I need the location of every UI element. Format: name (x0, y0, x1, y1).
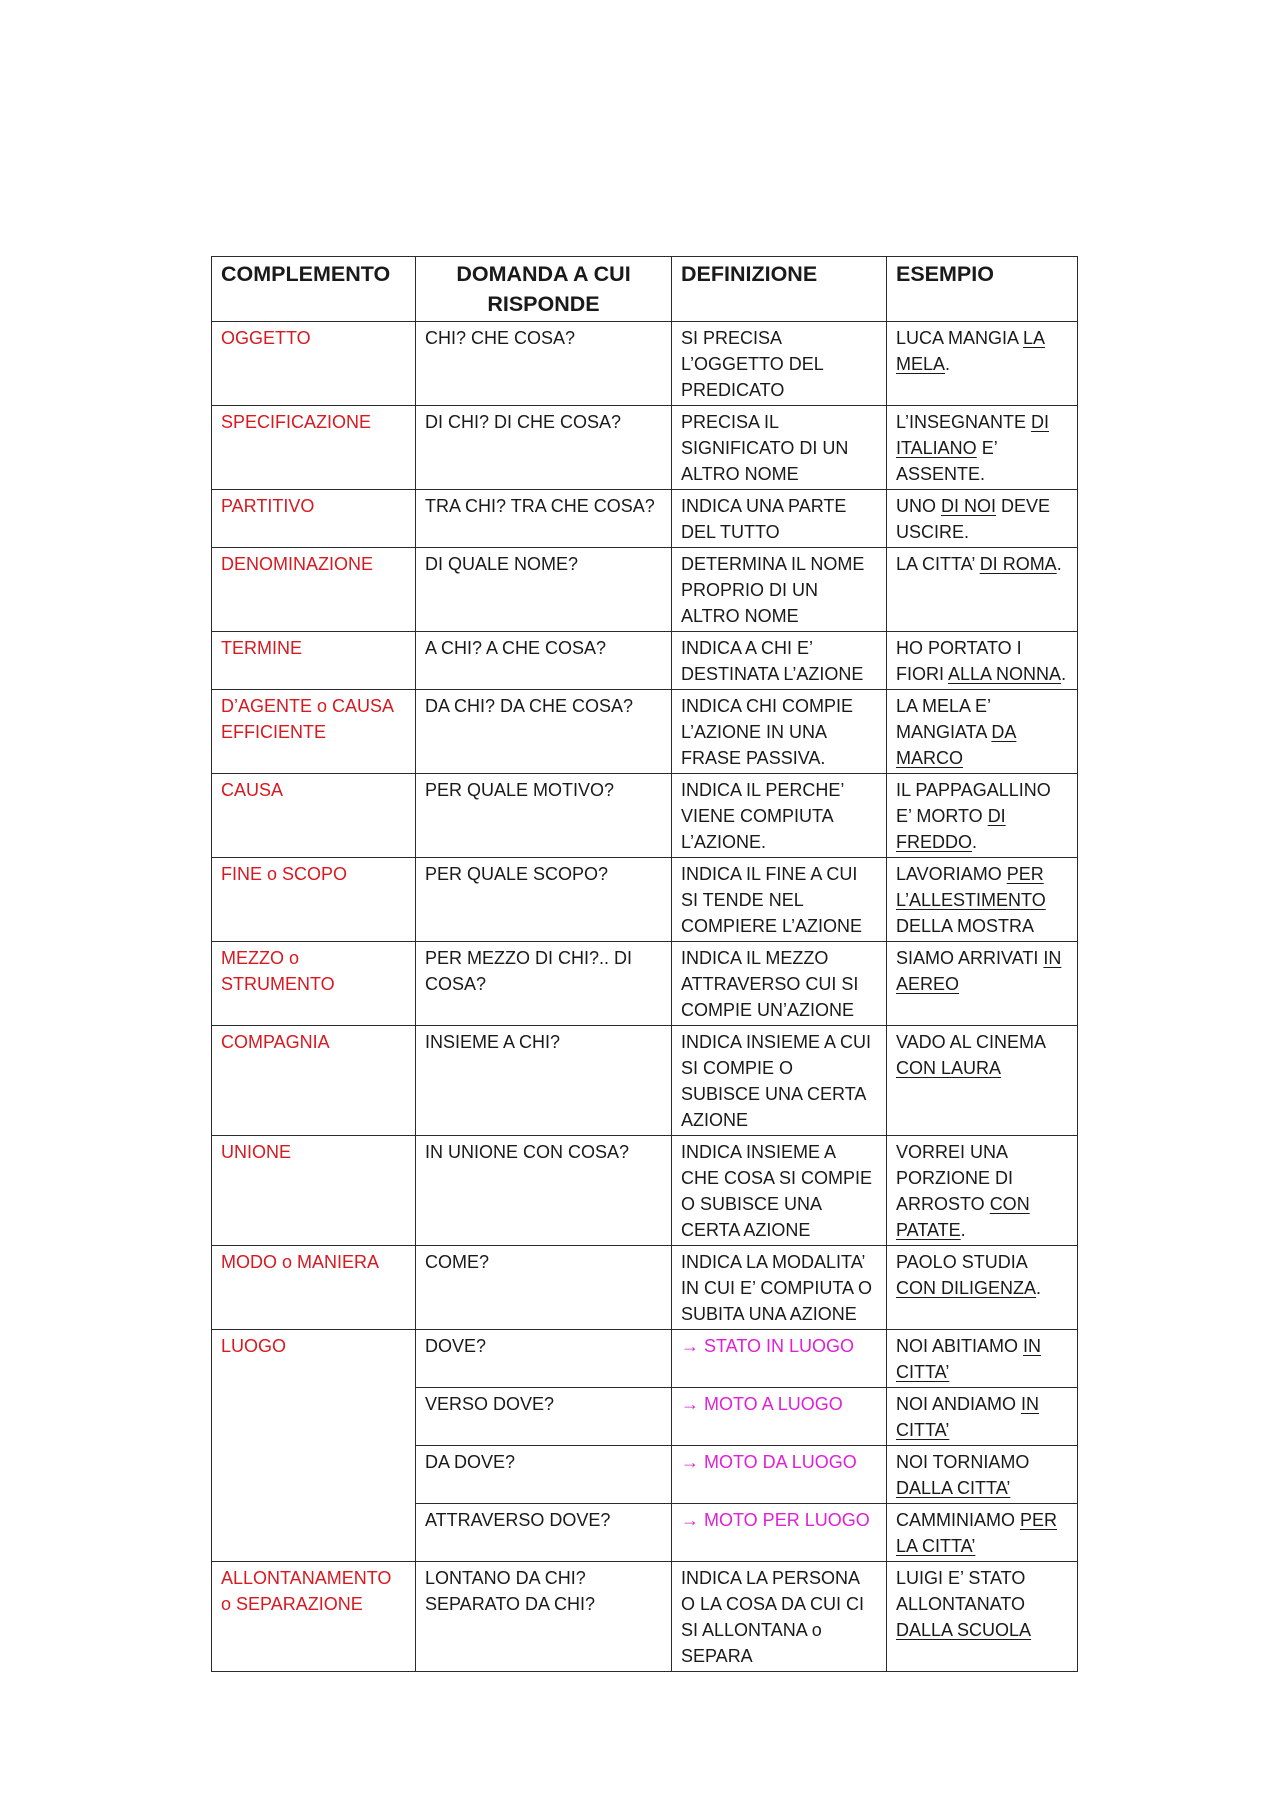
esempio-complemento-underlined: DI FREDDO (896, 806, 1006, 852)
esempio-complemento-underlined: CON DILIGENZA (896, 1278, 1037, 1298)
esempio-complemento-underlined: DA MARCO (896, 722, 1017, 768)
esempio-cell (887, 774, 1078, 858)
esempio-text: DEVE USCIRE. (896, 496, 1051, 542)
definizione-cell (672, 1504, 887, 1562)
complemento-cell: MEZZO o STRUMENTO (212, 942, 416, 1026)
esempio-complemento-underlined: DI NOI (941, 496, 997, 516)
esempio-cell (887, 1026, 1078, 1136)
esempio-complemento-underlined: CON LAURA (896, 1058, 1002, 1078)
esempio-text: PAOLO STUDIA (896, 1252, 1027, 1272)
domanda-cell: DI CHI? DI CHE COSA? (416, 406, 672, 490)
complemento-cell: FINE o SCOPO (212, 858, 416, 942)
definizione-cell: DETERMINA IL NOME PROPRIO DI UN ALTRO NOME (672, 548, 887, 632)
esempio-text: NOI ABITIAMO (896, 1336, 1024, 1356)
complemento-cell: PARTITIVO (212, 490, 416, 548)
domanda-cell: PER QUALE SCOPO? (416, 858, 672, 942)
domanda-cell: DA CHI? DA CHE COSA? (416, 690, 672, 774)
esempio-cell (887, 1246, 1078, 1330)
domanda-cell: ATTRAVERSO DOVE? (416, 1504, 672, 1562)
domanda-cell: INSIEME A CHI? (416, 1026, 672, 1136)
header-esempio: ESEMPIO (887, 257, 1078, 322)
table-row (212, 406, 1078, 490)
esempio-text: . (960, 1220, 966, 1240)
esempio-complemento-underlined: LA MELA (896, 328, 1046, 374)
esempio-text: IL PAPPAGALLINO E’ MORTO (896, 780, 1051, 826)
table-row (212, 1562, 1078, 1672)
complemento-cell: D’AGENTE o CAUSA EFFICIENTE (212, 690, 416, 774)
definizione-cell: INDICA IL MEZZO ATTRAVERSO CUI SI COMPIE UN’AZIONE (672, 942, 887, 1026)
complemento-cell: TERMINE (212, 632, 416, 690)
definizione-cell (672, 1330, 887, 1388)
luogo-tipo: MOTO PER LUOGO (704, 1510, 870, 1530)
luogo-row (212, 1330, 1078, 1388)
esempio-text: NOI ANDIAMO (896, 1394, 1022, 1414)
table-body (212, 322, 1078, 1672)
esempio-complemento-underlined: IN CITTA’ (896, 1336, 1042, 1382)
esempio-text: HO PORTATO I FIORI (896, 638, 1022, 684)
domanda-cell: A CHI? A CHE COSA? (416, 632, 672, 690)
domanda-cell: DOVE? (416, 1330, 672, 1388)
esempio-complemento-underlined: ALLA NONNA (948, 664, 1062, 684)
arrow-right-icon: → (681, 1510, 705, 1530)
esempio-complemento-underlined: DALLA SCUOLA (896, 1620, 1032, 1640)
table-row (212, 490, 1078, 548)
table-row (212, 774, 1078, 858)
domanda-cell: TRA CHI? TRA CHE COSA? (416, 490, 672, 548)
esempio-cell (887, 548, 1078, 632)
definizione-cell: SI PRECISA L’OGGETTO DEL PREDICATO (672, 322, 887, 406)
esempio-complemento-underlined: PER LA CITTA’ (896, 1510, 1058, 1556)
domanda-cell: PER QUALE MOTIVO? (416, 774, 672, 858)
esempio-text: . (1056, 554, 1062, 574)
table-row (212, 942, 1078, 1026)
definizione-cell (672, 1446, 887, 1504)
esempio-text: . (1061, 664, 1067, 684)
esempio-cell (887, 690, 1078, 774)
table-row (212, 632, 1078, 690)
esempio-cell (887, 1136, 1078, 1246)
luogo-tipo: STATO IN LUOGO (704, 1336, 855, 1356)
header-domanda: DOMANDA A CUI RISPONDE (416, 257, 672, 322)
definizione-cell: INDICA LA MODALITA’ IN CUI E’ COMPIUTA O SUBITA UNA AZIONE (672, 1246, 887, 1330)
table-row (212, 322, 1078, 406)
definizione-cell: INDICA LA PERSONA O LA COSA DA CUI CI SI ALLONTANA o SEPARA (672, 1562, 887, 1672)
table-row (212, 690, 1078, 774)
esempio-complemento-underlined: DALLA CITTA’ (896, 1478, 1011, 1498)
esempio-text: L’INSEGNANTE (896, 412, 1032, 432)
luogo-tipo: MOTO DA LUOGO (704, 1452, 857, 1472)
definizione-cell: INDICA INSIEME A CHE COSA SI COMPIE O SUBISCE UNA CERTA AZIONE (672, 1136, 887, 1246)
arrow-right-icon: → (681, 1394, 705, 1414)
esempio-complemento-underlined: IN CITTA’ (896, 1394, 1040, 1440)
esempio-cell (887, 1330, 1078, 1388)
definizione-cell: INDICA UNA PARTE DEL TUTTO (672, 490, 887, 548)
domanda-cell: COME? (416, 1246, 672, 1330)
table-row (212, 858, 1078, 942)
domanda-cell: LONTANO DA CHI? SEPARATO DA CHI? (416, 1562, 672, 1672)
esempio-text: . (945, 354, 951, 374)
header-definizione: DEFINIZIONE (672, 257, 887, 322)
esempio-cell (887, 942, 1078, 1026)
complemento-cell: MODO o MANIERA (212, 1246, 416, 1330)
esempio-cell (887, 322, 1078, 406)
esempio-text: VADO AL CINEMA (896, 1032, 1046, 1052)
esempio-complemento-underlined: DI ROMA (979, 554, 1057, 574)
definizione-cell: INDICA A CHI E’ DESTINATA L’AZIONE (672, 632, 887, 690)
esempio-complemento-underlined: IN AEREO (896, 948, 1062, 994)
domanda-cell: DA DOVE? (416, 1446, 672, 1504)
complementi-table (211, 256, 1078, 1672)
esempio-text: LUCA MANGIA (896, 328, 1024, 348)
esempio-cell (887, 1504, 1078, 1562)
esempio-cell (887, 490, 1078, 548)
esempio-text: VORREI UNA PORZIONE DI ARROSTO (896, 1142, 1014, 1214)
esempio-text: LA CITTA’ (896, 554, 980, 574)
table-row (212, 1246, 1078, 1330)
complemento-cell: COMPAGNIA (212, 1026, 416, 1136)
complemento-cell: UNIONE (212, 1136, 416, 1246)
definizione-cell: INDICA IL FINE A CUI SI TENDE NEL COMPIERE L’AZIONE (672, 858, 887, 942)
arrow-right-icon: → (681, 1336, 705, 1356)
complemento-cell: DENOMINAZIONE (212, 548, 416, 632)
esempio-text: . (972, 832, 978, 852)
arrow-right-icon: → (681, 1452, 705, 1472)
complemento-cell: ALLONTANAMENTO o SEPARAZIONE (212, 1562, 416, 1672)
complemento-cell: OGGETTO (212, 322, 416, 406)
esempio-cell (887, 406, 1078, 490)
table-row (212, 1136, 1078, 1246)
esempio-text: . (1036, 1278, 1042, 1298)
domanda-cell: CHI? CHE COSA? (416, 322, 672, 406)
esempio-text: E’ ASSENTE. (896, 438, 998, 484)
definizione-cell (672, 1388, 887, 1446)
complemento-cell: SPECIFICAZIONE (212, 406, 416, 490)
header-complemento: COMPLEMENTO (212, 257, 416, 322)
esempio-text: NOI TORNIAMO (896, 1452, 1030, 1472)
table-row (212, 1026, 1078, 1136)
complemento-cell: LUOGO (212, 1330, 416, 1562)
definizione-cell: INDICA IL PERCHE’ VIENE COMPIUTA L’AZIONE. (672, 774, 887, 858)
esempio-text: LUIGI E’ STATO ALLONTANATO (896, 1568, 1026, 1614)
esempio-cell (887, 1562, 1078, 1672)
esempio-cell (887, 858, 1078, 942)
luogo-tipo: MOTO A LUOGO (704, 1394, 843, 1414)
definizione-cell: INDICA CHI COMPIE L’AZIONE IN UNA FRASE PASSIVA. (672, 690, 887, 774)
header-row (212, 257, 1078, 322)
esempio-complemento-underlined: CON PATATE (896, 1194, 1030, 1240)
esempio-text: CAMMINIAMO (896, 1510, 1020, 1530)
complemento-cell: CAUSA (212, 774, 416, 858)
domanda-cell: PER MEZZO DI CHI?.. DI COSA? (416, 942, 672, 1026)
esempio-complemento-underlined: DI ITALIANO (896, 412, 1050, 458)
definizione-cell: PRECISA IL SIGNIFICATO DI UN ALTRO NOME (672, 406, 887, 490)
esempio-cell (887, 632, 1078, 690)
esempio-cell (887, 1388, 1078, 1446)
esempio-text: LAVORIAMO (896, 864, 1007, 884)
esempio-cell (887, 1446, 1078, 1504)
domanda-cell: IN UNIONE CON COSA? (416, 1136, 672, 1246)
esempio-text: LA MELA E’ MANGIATA (896, 696, 992, 742)
domanda-cell: VERSO DOVE? (416, 1388, 672, 1446)
esempio-complemento-underlined: PER L’ALLESTIMENTO (896, 864, 1046, 910)
domanda-cell: DI QUALE NOME? (416, 548, 672, 632)
esempio-text: SIAMO ARRIVATI (896, 948, 1044, 968)
esempio-text: DELLA MOSTRA (896, 916, 1035, 936)
definizione-cell: INDICA INSIEME A CUI SI COMPIE O SUBISCE UNA CERTA AZIONE (672, 1026, 887, 1136)
esempio-text: UNO (896, 496, 941, 516)
table-row (212, 548, 1078, 632)
